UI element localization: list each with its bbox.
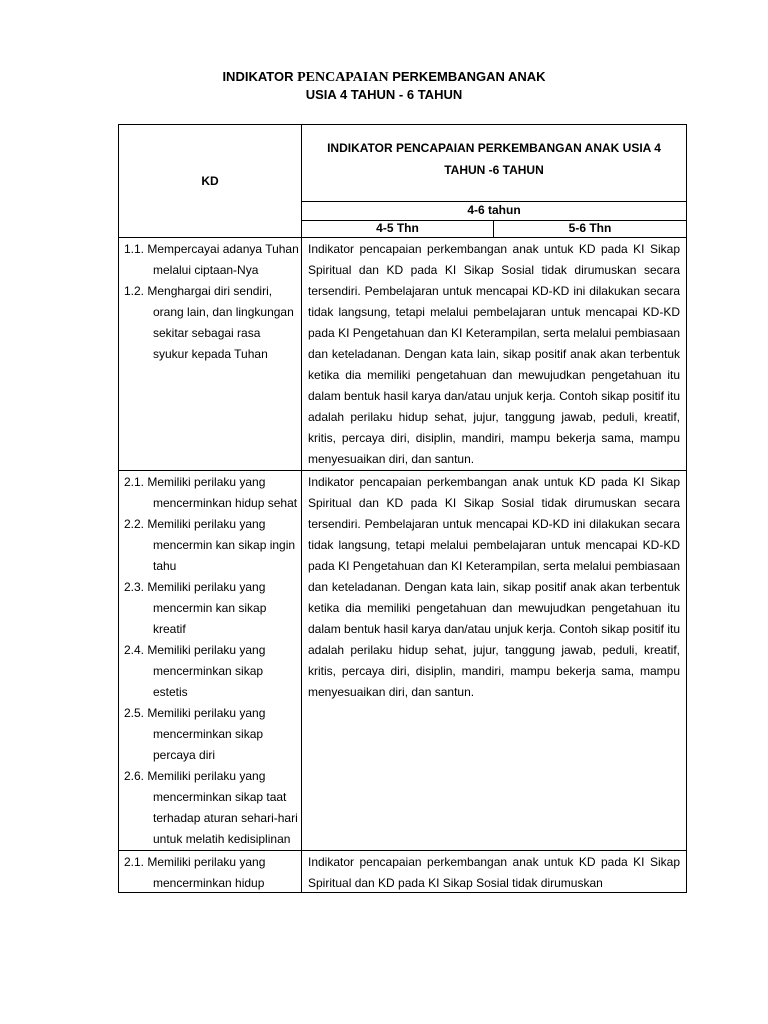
age-range-header: 4-6 tahun <box>302 202 687 221</box>
title-part: PENCAPAIAN <box>297 70 389 85</box>
age-col-5-6: 5-6 Thn <box>494 221 687 238</box>
kd-item: 1.2. Menghargai diri sendiri, orang lain, dan lingkungan sekitar sebagai rasa syukur kepada Tuhan <box>124 284 294 361</box>
kd-item: 1.1. Mempercayai adanya Tuhan melalui ciptaan-Nya <box>124 242 299 277</box>
title-part: PERKEMBANGAN ANAK <box>388 69 546 84</box>
table-row <box>119 238 687 471</box>
document-title <box>0 68 768 103</box>
title-line-2: USIA 4 TAHUN - 6 TAHUN <box>305 87 463 102</box>
kd-cell <box>119 851 302 893</box>
table-row <box>119 851 687 893</box>
table-row <box>119 471 687 851</box>
kd-cell <box>119 238 302 471</box>
kd-item: 2.6. Memiliki perilaku yang mencerminkan sikap taat terhadap aturan sehari-hari untuk melatih kedisiplinan <box>124 769 298 846</box>
indicator-cell <box>302 851 687 893</box>
kd-cell <box>119 471 302 851</box>
kd-header: KD <box>119 125 302 238</box>
kd-item: 2.5. Memiliki perilaku yang mencerminkan sikap percaya diri <box>124 706 266 762</box>
title-line-1 <box>0 68 768 86</box>
kd-item: 2.1. Memiliki perilaku yang mencerminkan hidup sehat <box>124 475 298 510</box>
title-part: INDIKATOR <box>222 69 298 84</box>
kd-item: 2.4. Memiliki perilaku yang mencerminkan sikap estetis <box>124 643 266 699</box>
indicator-cell: Indikator pencapaian perkembangan anak untuk KD pada KI Sikap Spiritual dan KD pada KI Sikap Sosial tidak dirumuskan secara tersendiri. Pembelajaran untuk mencapai KD-KD ini dilakukan secara tidak langsung, tetapi melalui pembelajaran untuk mencapai KD-KD pada KI Pengetahuan dan KI Keterampilan, serta melalui pembiasaan dan keteladanan. Dengan kata lain, sikap positif anak akan terbentuk ketika dia memiliki pengetahuan dan mewujudkan pengetahuan itu dalam bentuk hasil karya dan/atau unjuk kerja. Contoh sikap positif itu adalah perilaku hidup sehat, jujur, tanggung jawab, peduli, kreatif, kritis, percaya diri, disiplin, mandiri, mampu bekerja sama, mampu menyesuaikan diri, dan santun. <box>302 238 687 471</box>
age-col-4-5: 4-5 Thn <box>302 221 494 238</box>
indicator-table <box>118 124 687 893</box>
indicator-text: Indikator pencapaian perkembangan anak untuk KD pada KI Sikap Spiritual dan KD pada KI Sikap Sosial tidak dirumuskan <box>308 855 680 890</box>
kd-item: 2.1. Memiliki perilaku yang mencerminkan hidup <box>124 855 266 890</box>
kd-item: 2.2. Memiliki perilaku yang mencermin kan sikap ingin tahu <box>124 517 296 573</box>
indicator-cell: Indikator pencapaian perkembangan anak untuk KD pada KI Sikap Spiritual dan KD pada KI Sikap Sosial tidak dirumuskan secara tersendiri. Pembelajaran untuk mencapai KD-KD ini dilakukan secara tidak langsung, tetapi melalui pembelajaran untuk mencapai KD-KD pada KI Pengetahuan dan KI Keterampilan, serta melalui pembiasaan dan keteladanan. Dengan kata lain, sikap positif anak akan terbentuk ketika dia memiliki pengetahuan dan mewujudkan pengetahuan itu dalam bentuk hasil karya dan/atau unjuk kerja. Contoh sikap positif itu adalah perilaku hidup sehat, jujur, tanggung jawab, peduli, kreatif, kritis, percaya diri, disiplin, mandiri, mampu bekerja sama, mampu menyesuaikan diri, dan santun. <box>302 471 687 851</box>
indicator-header: INDIKATOR PENCAPAIAN PERKEMBANGAN ANAK USIA 4 TAHUN -6 TAHUN <box>302 125 687 202</box>
kd-item: 2.3. Memiliki perilaku yang mencermin kan sikap kreatif <box>124 580 267 636</box>
